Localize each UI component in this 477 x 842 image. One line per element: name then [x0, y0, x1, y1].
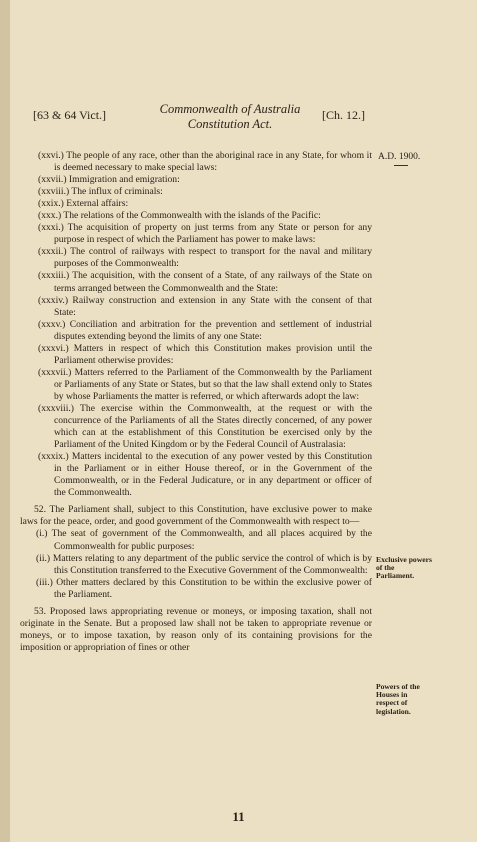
list-item: (xxxvi.) Matters in respect of which this Constitution makes provision until the Parliament otherwise provides:: [38, 342, 372, 366]
list-item: (xxxii.) The control of railways with respect to transport for the naval and military purposes of the Commonwealth:: [38, 246, 372, 270]
list-item: (xxxiii.) The acquisition, with the consent of a State, of any railways of the State on terms arranged between the Commonwealth and the State:: [38, 270, 372, 294]
section-52-item: (iii.) Other matters declared by this Constitution to be within the exclusive power of the Parliament.: [36, 576, 372, 600]
section-52-item: (ii.) Matters relating to any department of the public service the control of which is by this Constitution transferred to the Executive Government of the Commonwealth:: [36, 552, 372, 576]
section-52-intro: 52. The Parliament shall, subject to this Constitution, have exclusive power to make laws for the peace, order, and good government of the Commonwealth with respect to—: [20, 504, 372, 528]
header-title-line1: Commonwealth of Australia: [159, 102, 301, 116]
list-item: (xxxviii.) The exercise within the Commonwealth, at the request or with the concurrence of the Parliaments of all the States directly concerned, of any power which can at the establishment of this Constitution be exercised only by the Parliament of the United Kingdom or by the Federal Council of Australasia:: [38, 402, 372, 451]
list-item: (xxxi.) The acquisition of property on just terms from any State or person for any purpose in respect of which the Parliament has power to make laws:: [38, 222, 372, 246]
header-title-line2: Constitution Act.: [187, 117, 273, 131]
list-item: (xxviii.) The influx of criminals:: [38, 186, 163, 198]
page-number: 11: [232, 809, 245, 824]
list-item: (xxix.) External affairs:: [38, 198, 129, 210]
header-regnal-year: [63 & 64 Vict.]: [33, 108, 107, 122]
body-text: [20, 150, 372, 654]
header-title: [140, 102, 320, 132]
margin-note-section-52: Exclusive powers of the Parliament.: [376, 555, 432, 581]
list-item: (xxvii.) Immigration and emigration:: [38, 174, 180, 186]
margin-year-rule: [394, 165, 408, 166]
section-53-text: 53. Proposed laws appropriating revenue or moneys, or imposing taxation, shall not originate in the Senate. But a proposed law shall not be taken to appropriate revenue or moneys, or to impose taxation, by reason only of its containing provisions for the imposition or appropriation of fines or other: [20, 605, 372, 653]
list-item: (xxxv.) Conciliation and arbitration for the prevention and settlement of industrial disputes extending beyond the limits of any one State:: [38, 318, 372, 342]
list-item: (xxvi.) The people of any race, other than the aboriginal race in any State, for whom it is deemed necessary to make special laws:: [38, 150, 372, 174]
list-item: (xxxvii.) Matters referred to the Parliament of the Commonwealth by the Parliament or Parliaments of any State or States, but so that the law shall extend only to States by whose Parliaments the matter is referred, or which afterwards adopt the law:: [38, 366, 372, 402]
header-chapter: [Ch. 12.]: [322, 108, 365, 122]
margin-year: A.D. 1900.: [378, 152, 421, 162]
list-item: (xxx.) The relations of the Commonwealth with the islands of the Pacific:: [38, 210, 321, 222]
margin-note-section-53: Powers of the Houses in respect of legislation.: [376, 682, 420, 716]
section-52-item: (i.) The seat of government of the Commonwealth, and all places acquired by the Commonwealth for public purposes:: [36, 528, 372, 552]
running-header: [0, 102, 477, 142]
list-item: (xxxix.) Matters incidental to the execution of any power vested by this Constitution in the Parliament or in either House thereof, or in the Government of the Commonwealth, or in the Federal Judicature, or in any department or officer of the Commonwealth.: [38, 451, 372, 499]
list-item: (xxxiv.) Railway construction and extension in any State with the consent of that State:: [38, 294, 372, 318]
